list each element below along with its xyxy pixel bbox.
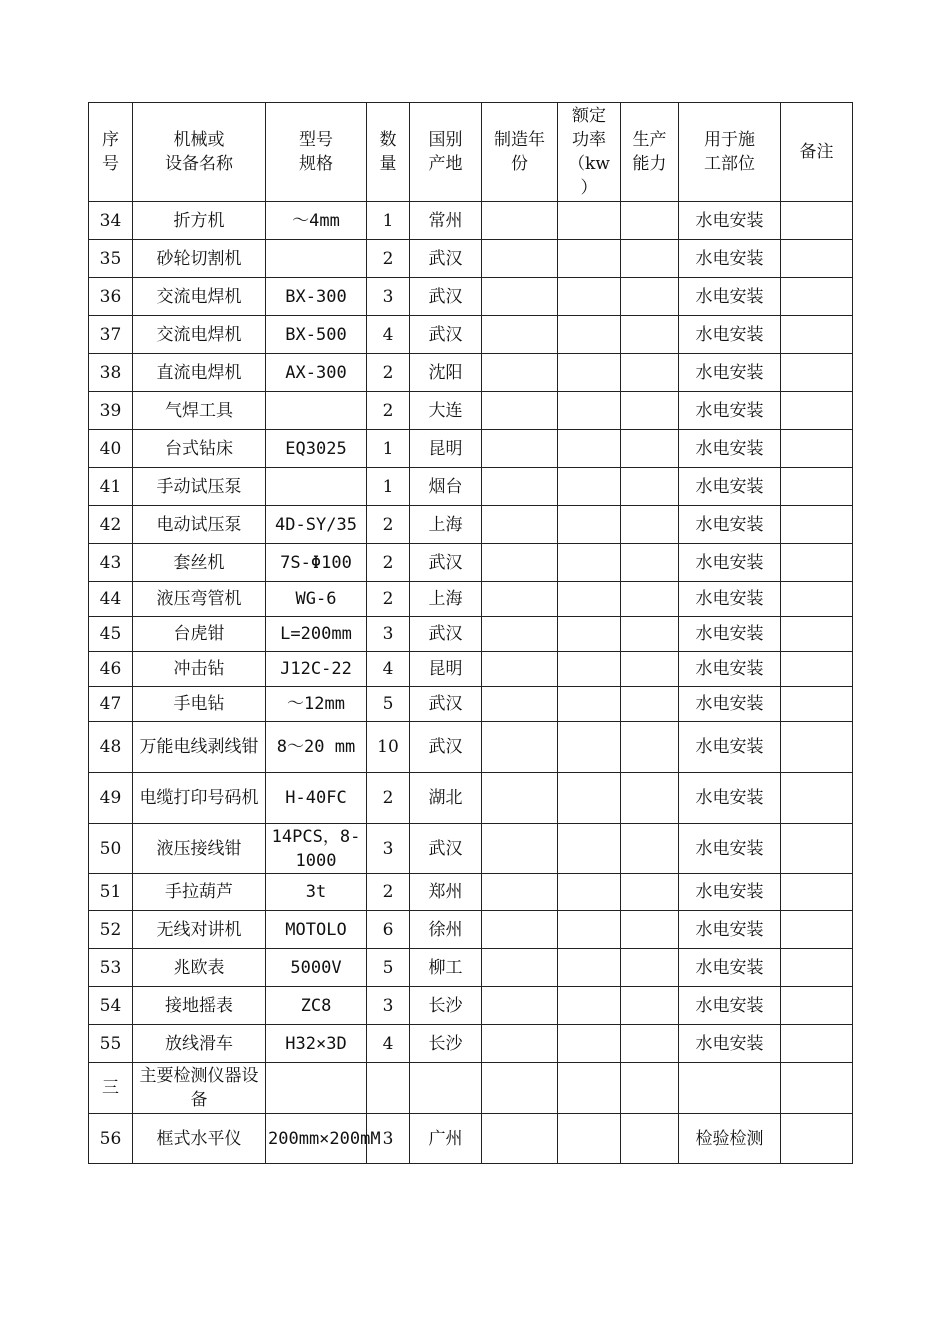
cell-year — [482, 354, 558, 392]
cell-no: 43 — [89, 544, 133, 582]
cell-year — [482, 582, 558, 617]
cell-power — [558, 987, 621, 1025]
table-row — [89, 773, 853, 824]
cell-qty: 2 — [367, 582, 410, 617]
cell-origin: 沈阳 — [410, 354, 482, 392]
cell-origin: 武汉 — [410, 240, 482, 278]
cell-power — [558, 506, 621, 544]
cell-year — [482, 617, 558, 652]
cell-power — [558, 687, 621, 722]
cell-note — [781, 544, 853, 582]
cell-no: 48 — [89, 722, 133, 773]
cell-name: 主要检测仪器设备 — [133, 1063, 266, 1114]
cell-no: 39 — [89, 392, 133, 430]
cell-qty: 3 — [367, 1114, 410, 1164]
cell-no: 42 — [89, 506, 133, 544]
cell-use: 水电安装 — [679, 544, 781, 582]
cell-model: L=200mm — [266, 617, 367, 652]
cell-capacity — [621, 652, 679, 687]
cell-use: 检验检测 — [679, 1114, 781, 1164]
cell-name: 交流电焊机 — [133, 278, 266, 316]
cell-capacity — [621, 911, 679, 949]
cell-capacity — [621, 316, 679, 354]
cell-no: 38 — [89, 354, 133, 392]
cell-capacity — [621, 617, 679, 652]
cell-power — [558, 240, 621, 278]
cell-year — [482, 316, 558, 354]
cell-capacity — [621, 1063, 679, 1114]
cell-note — [781, 1063, 853, 1114]
cell-qty: 5 — [367, 687, 410, 722]
cell-capacity — [621, 430, 679, 468]
cell-power — [558, 430, 621, 468]
cell-model: 14PCS，8-1000 — [266, 824, 367, 874]
cell-name: 无线对讲机 — [133, 911, 266, 949]
cell-capacity — [621, 722, 679, 773]
cell-note — [781, 722, 853, 773]
cell-year — [482, 987, 558, 1025]
cell-year — [482, 824, 558, 874]
cell-no: 54 — [89, 987, 133, 1025]
cell-note — [781, 874, 853, 911]
cell-year — [482, 773, 558, 824]
cell-no: 50 — [89, 824, 133, 874]
cell-qty: 2 — [367, 773, 410, 824]
cell-qty: 2 — [367, 874, 410, 911]
cell-qty: 2 — [367, 506, 410, 544]
cell-note — [781, 392, 853, 430]
table-row — [89, 652, 853, 687]
cell-year — [482, 278, 558, 316]
cell-no: 35 — [89, 240, 133, 278]
cell-capacity — [621, 824, 679, 874]
cell-model: 4D-SY/35 — [266, 506, 367, 544]
cell-name: 砂轮切割机 — [133, 240, 266, 278]
cell-qty: 3 — [367, 987, 410, 1025]
cell-model: 3t — [266, 874, 367, 911]
table-row — [89, 949, 853, 987]
cell-qty: 4 — [367, 652, 410, 687]
cell-name: 直流电焊机 — [133, 354, 266, 392]
cell-model — [266, 240, 367, 278]
cell-capacity — [621, 987, 679, 1025]
cell-origin: 昆明 — [410, 430, 482, 468]
cell-qty: 2 — [367, 544, 410, 582]
cell-origin: 徐州 — [410, 911, 482, 949]
table-row — [89, 430, 853, 468]
cell-name: 电动试压泵 — [133, 506, 266, 544]
table-row — [89, 240, 853, 278]
cell-model: ～12mm — [266, 687, 367, 722]
cell-name: 台虎钳 — [133, 617, 266, 652]
header-note: 备注 — [781, 103, 853, 202]
cell-name: 手拉葫芦 — [133, 874, 266, 911]
cell-note — [781, 652, 853, 687]
cell-qty: 4 — [367, 316, 410, 354]
cell-no: 52 — [89, 911, 133, 949]
cell-power — [558, 1063, 621, 1114]
cell-power — [558, 722, 621, 773]
cell-qty: 5 — [367, 949, 410, 987]
cell-model: BX-500 — [266, 316, 367, 354]
cell-power — [558, 911, 621, 949]
cell-qty: 3 — [367, 824, 410, 874]
cell-name: 手动试压泵 — [133, 468, 266, 506]
cell-use: 水电安装 — [679, 773, 781, 824]
cell-note — [781, 687, 853, 722]
cell-name: 台式钻床 — [133, 430, 266, 468]
cell-note — [781, 617, 853, 652]
cell-year — [482, 652, 558, 687]
cell-name: 万能电线剥线钳 — [133, 722, 266, 773]
cell-origin: 大连 — [410, 392, 482, 430]
cell-year — [482, 1114, 558, 1164]
cell-use: 水电安装 — [679, 874, 781, 911]
equipment-table — [88, 102, 853, 1164]
cell-note — [781, 773, 853, 824]
cell-qty: 1 — [367, 430, 410, 468]
cell-name: 接地摇表 — [133, 987, 266, 1025]
cell-model — [266, 1063, 367, 1114]
cell-model: MOTOLO — [266, 911, 367, 949]
cell-name: 交流电焊机 — [133, 316, 266, 354]
cell-capacity — [621, 544, 679, 582]
cell-origin: 武汉 — [410, 544, 482, 582]
cell-model: ～4mm — [266, 202, 367, 240]
table-row — [89, 687, 853, 722]
cell-note — [781, 430, 853, 468]
cell-origin — [410, 1063, 482, 1114]
cell-year — [482, 240, 558, 278]
cell-qty: 2 — [367, 240, 410, 278]
table-row — [89, 1025, 853, 1063]
cell-no: 三 — [89, 1063, 133, 1114]
cell-origin: 湖北 — [410, 773, 482, 824]
table-row — [89, 316, 853, 354]
header-use: 用于施 工部位 — [679, 103, 781, 202]
cell-origin: 常州 — [410, 202, 482, 240]
header-no: 序 号 — [89, 103, 133, 202]
cell-note — [781, 468, 853, 506]
cell-power — [558, 392, 621, 430]
table-row — [89, 582, 853, 617]
cell-model: BX-300 — [266, 278, 367, 316]
cell-model: 8～20 mm — [266, 722, 367, 773]
cell-note — [781, 240, 853, 278]
cell-qty: 2 — [367, 354, 410, 392]
table-row — [89, 278, 853, 316]
cell-capacity — [621, 773, 679, 824]
cell-no: 56 — [89, 1114, 133, 1164]
cell-capacity — [621, 240, 679, 278]
cell-use: 水电安装 — [679, 617, 781, 652]
cell-note — [781, 354, 853, 392]
cell-name: 套丝机 — [133, 544, 266, 582]
cell-model: 7S-Φ100 — [266, 544, 367, 582]
cell-qty: 1 — [367, 468, 410, 506]
cell-no: 44 — [89, 582, 133, 617]
cell-no: 41 — [89, 468, 133, 506]
cell-model: 200mm×200mM — [266, 1114, 367, 1164]
cell-use: 水电安装 — [679, 824, 781, 874]
cell-power — [558, 773, 621, 824]
cell-year — [482, 1025, 558, 1063]
cell-note — [781, 316, 853, 354]
cell-qty: 2 — [367, 392, 410, 430]
cell-use: 水电安装 — [679, 582, 781, 617]
cell-model — [266, 392, 367, 430]
cell-name: 框式水平仪 — [133, 1114, 266, 1164]
header-row — [89, 103, 853, 202]
cell-name: 电缆打印号码机 — [133, 773, 266, 824]
cell-use: 水电安装 — [679, 468, 781, 506]
cell-qty: 10 — [367, 722, 410, 773]
header-origin: 国别 产地 — [410, 103, 482, 202]
cell-power — [558, 582, 621, 617]
cell-origin: 郑州 — [410, 874, 482, 911]
header-model: 型号 规格 — [266, 103, 367, 202]
cell-model: H-40FC — [266, 773, 367, 824]
cell-qty: 3 — [367, 278, 410, 316]
cell-no: 55 — [89, 1025, 133, 1063]
cell-origin: 武汉 — [410, 722, 482, 773]
cell-no: 51 — [89, 874, 133, 911]
cell-model: EQ3025 — [266, 430, 367, 468]
cell-use: 水电安装 — [679, 722, 781, 773]
cell-use: 水电安装 — [679, 1025, 781, 1063]
cell-power — [558, 824, 621, 874]
cell-year — [482, 722, 558, 773]
cell-qty: 1 — [367, 202, 410, 240]
cell-name: 液压弯管机 — [133, 582, 266, 617]
cell-model: ZC8 — [266, 987, 367, 1025]
cell-power — [558, 652, 621, 687]
cell-no: 49 — [89, 773, 133, 824]
cell-no: 36 — [89, 278, 133, 316]
table-row — [89, 202, 853, 240]
cell-power — [558, 468, 621, 506]
cell-capacity — [621, 874, 679, 911]
cell-power — [558, 278, 621, 316]
table-row — [89, 468, 853, 506]
cell-no: 47 — [89, 687, 133, 722]
cell-year — [482, 468, 558, 506]
cell-no: 46 — [89, 652, 133, 687]
cell-origin: 上海 — [410, 582, 482, 617]
header-name: 机械或 设备名称 — [133, 103, 266, 202]
cell-qty — [367, 1063, 410, 1114]
cell-capacity — [621, 278, 679, 316]
table-row — [89, 1063, 853, 1114]
cell-use: 水电安装 — [679, 911, 781, 949]
cell-use: 水电安装 — [679, 949, 781, 987]
table-row — [89, 506, 853, 544]
cell-use: 水电安装 — [679, 652, 781, 687]
cell-use: 水电安装 — [679, 987, 781, 1025]
table-row — [89, 722, 853, 773]
cell-capacity — [621, 582, 679, 617]
cell-name: 液压接线钳 — [133, 824, 266, 874]
cell-note — [781, 1025, 853, 1063]
cell-note — [781, 949, 853, 987]
cell-year — [482, 392, 558, 430]
table-row — [89, 987, 853, 1025]
cell-year — [482, 544, 558, 582]
cell-origin: 烟台 — [410, 468, 482, 506]
cell-capacity — [621, 1025, 679, 1063]
table-row — [89, 354, 853, 392]
cell-note — [781, 582, 853, 617]
cell-model: 5000V — [266, 949, 367, 987]
cell-note — [781, 824, 853, 874]
cell-use: 水电安装 — [679, 354, 781, 392]
cell-capacity — [621, 354, 679, 392]
cell-qty: 4 — [367, 1025, 410, 1063]
cell-capacity — [621, 687, 679, 722]
header-year: 制造年 份 — [482, 103, 558, 202]
cell-use: 水电安装 — [679, 240, 781, 278]
cell-use: 水电安装 — [679, 278, 781, 316]
cell-name: 冲击钻 — [133, 652, 266, 687]
cell-year — [482, 874, 558, 911]
cell-use: 水电安装 — [679, 392, 781, 430]
cell-origin: 昆明 — [410, 652, 482, 687]
cell-capacity — [621, 468, 679, 506]
table-row — [89, 544, 853, 582]
cell-no: 45 — [89, 617, 133, 652]
cell-use: 水电安装 — [679, 506, 781, 544]
cell-origin: 武汉 — [410, 278, 482, 316]
cell-name: 兆欧表 — [133, 949, 266, 987]
cell-power — [558, 1114, 621, 1164]
cell-model: AX-300 — [266, 354, 367, 392]
cell-no: 40 — [89, 430, 133, 468]
cell-use: 水电安装 — [679, 687, 781, 722]
cell-power — [558, 316, 621, 354]
table-row — [89, 911, 853, 949]
cell-origin: 柳工 — [410, 949, 482, 987]
cell-power — [558, 617, 621, 652]
cell-qty: 6 — [367, 911, 410, 949]
cell-capacity — [621, 506, 679, 544]
cell-name: 折方机 — [133, 202, 266, 240]
cell-year — [482, 202, 558, 240]
cell-power — [558, 949, 621, 987]
cell-year — [482, 687, 558, 722]
cell-note — [781, 278, 853, 316]
cell-origin: 武汉 — [410, 687, 482, 722]
cell-capacity — [621, 1114, 679, 1164]
header-capacity: 生产 能力 — [621, 103, 679, 202]
cell-year — [482, 949, 558, 987]
cell-model: WG-6 — [266, 582, 367, 617]
cell-power — [558, 354, 621, 392]
cell-no: 53 — [89, 949, 133, 987]
cell-use: 水电安装 — [679, 202, 781, 240]
cell-use: 水电安装 — [679, 316, 781, 354]
cell-year — [482, 430, 558, 468]
cell-name: 放线滑车 — [133, 1025, 266, 1063]
cell-no: 34 — [89, 202, 133, 240]
cell-use: 水电安装 — [679, 430, 781, 468]
table-row — [89, 874, 853, 911]
cell-year — [482, 506, 558, 544]
cell-origin: 长沙 — [410, 1025, 482, 1063]
cell-note — [781, 911, 853, 949]
cell-note — [781, 987, 853, 1025]
table-row — [89, 617, 853, 652]
cell-model: J12C-22 — [266, 652, 367, 687]
header-qty: 数 量 — [367, 103, 410, 202]
cell-origin: 上海 — [410, 506, 482, 544]
cell-note — [781, 1114, 853, 1164]
cell-name: 气焊工具 — [133, 392, 266, 430]
table-row — [89, 1114, 853, 1164]
cell-capacity — [621, 949, 679, 987]
cell-power — [558, 874, 621, 911]
cell-origin: 武汉 — [410, 316, 482, 354]
cell-model — [266, 468, 367, 506]
cell-origin: 长沙 — [410, 987, 482, 1025]
cell-year — [482, 911, 558, 949]
cell-use — [679, 1063, 781, 1114]
header-power: 额定 功率 （kw ） — [558, 103, 621, 202]
cell-origin: 武汉 — [410, 824, 482, 874]
table-row — [89, 392, 853, 430]
cell-qty: 3 — [367, 617, 410, 652]
cell-power — [558, 202, 621, 240]
cell-note — [781, 202, 853, 240]
cell-capacity — [621, 202, 679, 240]
cell-no: 37 — [89, 316, 133, 354]
cell-power — [558, 544, 621, 582]
cell-power — [558, 1025, 621, 1063]
table-row — [89, 824, 853, 874]
cell-note — [781, 506, 853, 544]
cell-origin: 广州 — [410, 1114, 482, 1164]
cell-origin: 武汉 — [410, 617, 482, 652]
cell-name: 手电钻 — [133, 687, 266, 722]
cell-model: H32×3D — [266, 1025, 367, 1063]
cell-year — [482, 1063, 558, 1114]
cell-capacity — [621, 392, 679, 430]
